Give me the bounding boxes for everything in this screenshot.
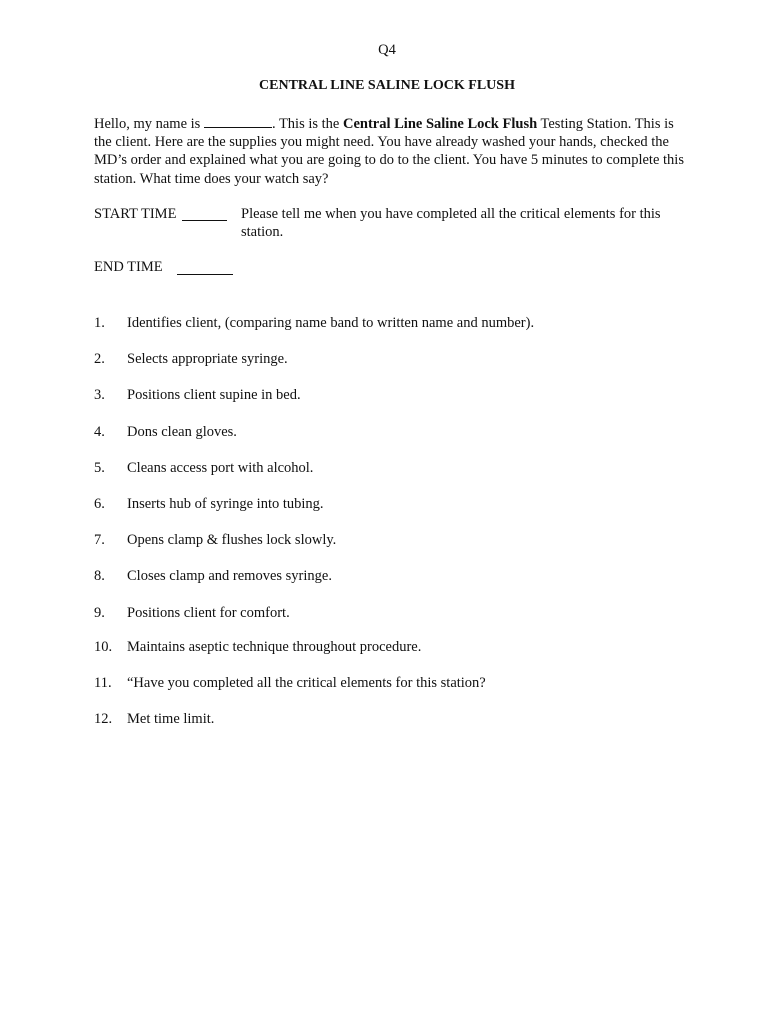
end-time-label: END TIME (94, 259, 163, 275)
step-number: 7. (94, 532, 105, 549)
step-text: “Have you completed all the critical elements for this station? (127, 674, 486, 691)
step-text: Opens clamp & flushes lock slowly. (127, 532, 337, 549)
start-time-note: Please tell me when you have completed all the critical elements for this station. (241, 206, 661, 240)
step-number: 11. (94, 674, 112, 691)
step-text: Maintains aseptic technique throughout procedure. (127, 638, 422, 655)
step-number: 6. (94, 495, 105, 512)
step-text: Met time limit. (127, 710, 215, 727)
intro-text-part3: Testing Station. This is the client. Here are the supplies you might need. You have already washed your hands, checked the MD’s order and explained what you are going to do to the client. You have 5 minutes to complete this station. What time does your watch say? (94, 116, 684, 187)
step-number: 2. (94, 351, 105, 368)
step-text: Closes clamp and removes syringe. (127, 568, 332, 585)
document-title: CENTRAL LINE SALINE LOCK FLUSH (259, 78, 515, 93)
step-number: 10. (94, 638, 113, 655)
name-blank (204, 114, 272, 128)
step-text: Positions client for comfort. (127, 604, 290, 621)
end-time-blank (177, 261, 233, 275)
step-number: 5. (94, 459, 105, 476)
intro-text-part1: Hello, my name is (94, 116, 204, 132)
step-number: 9. (94, 604, 105, 621)
step-number: 12. (94, 710, 113, 727)
page-code: Q4 (378, 42, 396, 58)
start-time-label: START TIME (94, 206, 177, 222)
step-number: 1. (94, 315, 105, 331)
step-number: 3. (94, 387, 105, 404)
end-time-row (94, 259, 163, 276)
step-number: 8. (94, 568, 105, 585)
step-number: 4. (94, 423, 105, 440)
step-text: Identifies client, (comparing name band to written name and number). (127, 315, 535, 331)
intro-text-part2: . This is the (271, 116, 343, 132)
intro-paragraph (94, 114, 694, 188)
step-text: Positions client supine in bed. (127, 387, 301, 404)
step-text: Dons clean gloves. (127, 423, 237, 440)
step-text: Selects appropriate syringe. (127, 351, 288, 368)
start-time-blank (182, 207, 227, 221)
step-text: Inserts hub of syringe into tubing. (127, 495, 324, 512)
step-text: Cleans access port with alcohol. (127, 459, 314, 476)
station-name: Central Line Saline Lock Flush (342, 116, 538, 132)
